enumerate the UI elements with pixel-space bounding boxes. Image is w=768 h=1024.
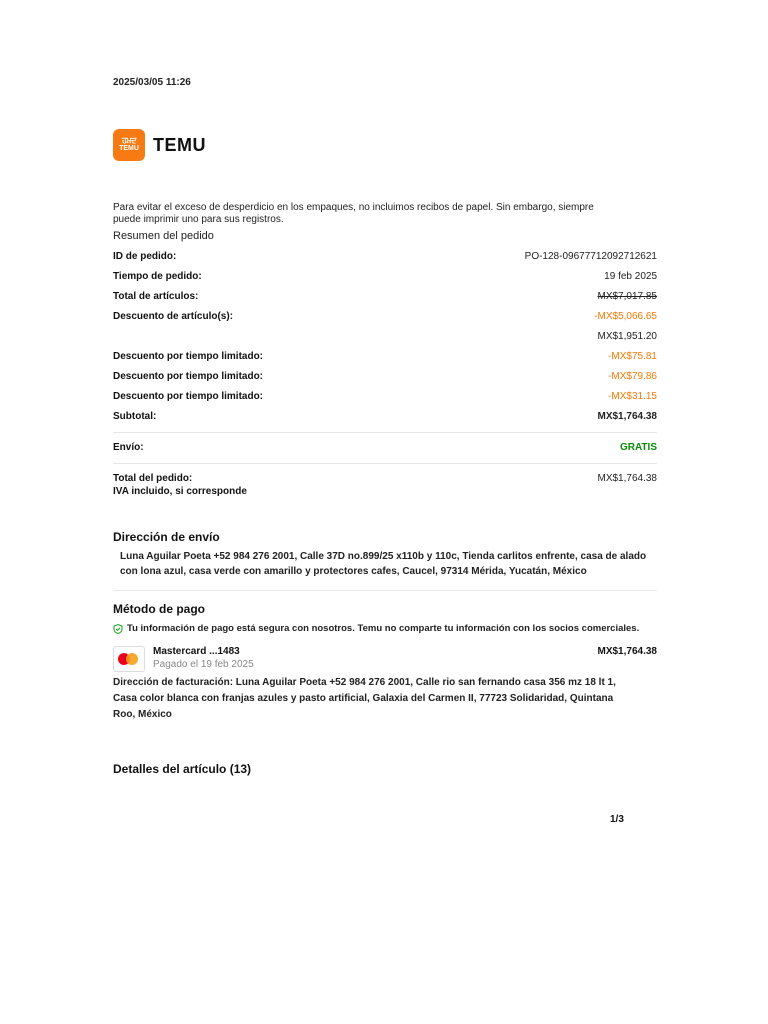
tax-note: IVA incluido, si corresponde [113,486,247,497]
after-discount-value: MX$1,951.20 [597,331,657,342]
card-paid-date: Pagado el 19 feb 2025 [153,659,254,670]
order-id-row [113,251,657,271]
subtotal-label: Subtotal: [113,411,157,422]
item-discount-row [113,311,657,331]
limited-discount-value: -MX$75.81 [608,351,657,362]
mastercard-icon [113,646,145,672]
item-discount-value: -MX$5,066.65 [594,311,657,322]
items-total-row [113,291,657,311]
temu-logo [113,129,206,161]
limited-discount-value: -MX$31.15 [608,391,657,402]
summary-title: Resumen del pedido [113,230,214,242]
billing-address: Dirección de facturación: Luna Aguilar Poeta +52 984 276 2001, Calle rio san fernando casa 356 mz 18 lt 1, Casa color blanca con franjas azules y pasto artificial, Galaxia del Carmen II, 77723 Solidaridad, Quintana Roo, México [113,677,616,720]
divider [113,432,657,433]
item-details-title: Detalles del artículo (13) [113,762,252,776]
logo-wordmark: TEMU [153,134,206,155]
payment-method-title: Método de pago [113,602,205,616]
after-discount-row [113,331,657,351]
shipping-address-text: Luna Aguilar Poeta +52 984 276 2001, Calle 37D no.899/25 x110b y 110c, Tienda carlitos enfrente, casa de alado con lona azul, casa verde con amarillo y protectores cafes, Caucel, 97314 Mérida, Yucatán, México [120,551,647,577]
secure-payment-text: Tu información de pago está segura con nosotros. Temu no comparte tu información con los socios comerciales. [127,623,640,634]
limited-discount-label: Descuento por tiempo limitado: [113,371,264,382]
order-id-value: PO-128-09677712092712621 [524,251,657,262]
order-time-row [113,271,657,291]
card-amount: MX$1,764.38 [597,646,657,657]
limited-discount-label: Descuento por tiempo limitado: [113,391,264,402]
order-summary [113,251,657,497]
payment-card [113,646,657,672]
subtotal-row [113,411,657,431]
logo-small-text: TEMU [119,145,139,152]
paper-notice: Para evitar el exceso de desperdicio en los empaques, no incluimos recibos de papel. Sin embargo, siempre puede imprimir uno para sus registros. [113,202,594,225]
card-name: Mastercard ...1483 [153,646,240,657]
order-time-value: 19 feb 2025 [604,271,657,282]
order-total-label: Total del pedido: [113,473,193,484]
divider [113,463,657,464]
limited-discount-row [113,351,657,371]
order-total-value: MX$1,764.38 [597,473,657,484]
shipping-row [113,442,657,462]
shipping-label: Envío: [113,442,144,453]
divider [113,590,657,591]
limited-discount-row [113,371,657,391]
limited-discount-label: Descuento por tiempo limitado: [113,351,264,362]
items-total-label: Total de artículos: [113,291,199,302]
item-discount-label: Descuento de artículo(s): [113,311,234,322]
logo-glyphs: ਹਮ਼ਦ [122,136,136,145]
page-number: 1/3 [610,814,624,825]
temu-logo-icon [113,129,145,161]
order-time-label: Tiempo de pedido: [113,271,202,282]
items-total-value: MX$7,017.85 [597,291,657,302]
shipping-value: GRATIS [619,442,657,453]
limited-discount-value: -MX$79.86 [608,371,657,382]
subtotal-value: MX$1,764.38 [597,411,657,422]
shipping-address-title: Dirección de envío [113,530,220,544]
limited-discount-row [113,391,657,411]
shield-check-icon [113,624,123,634]
order-id-label: ID de pedido: [113,251,177,262]
order-total-row [113,473,657,485]
secure-payment-note [113,623,639,634]
print-timestamp: 2025/03/05 11:26 [113,77,191,88]
